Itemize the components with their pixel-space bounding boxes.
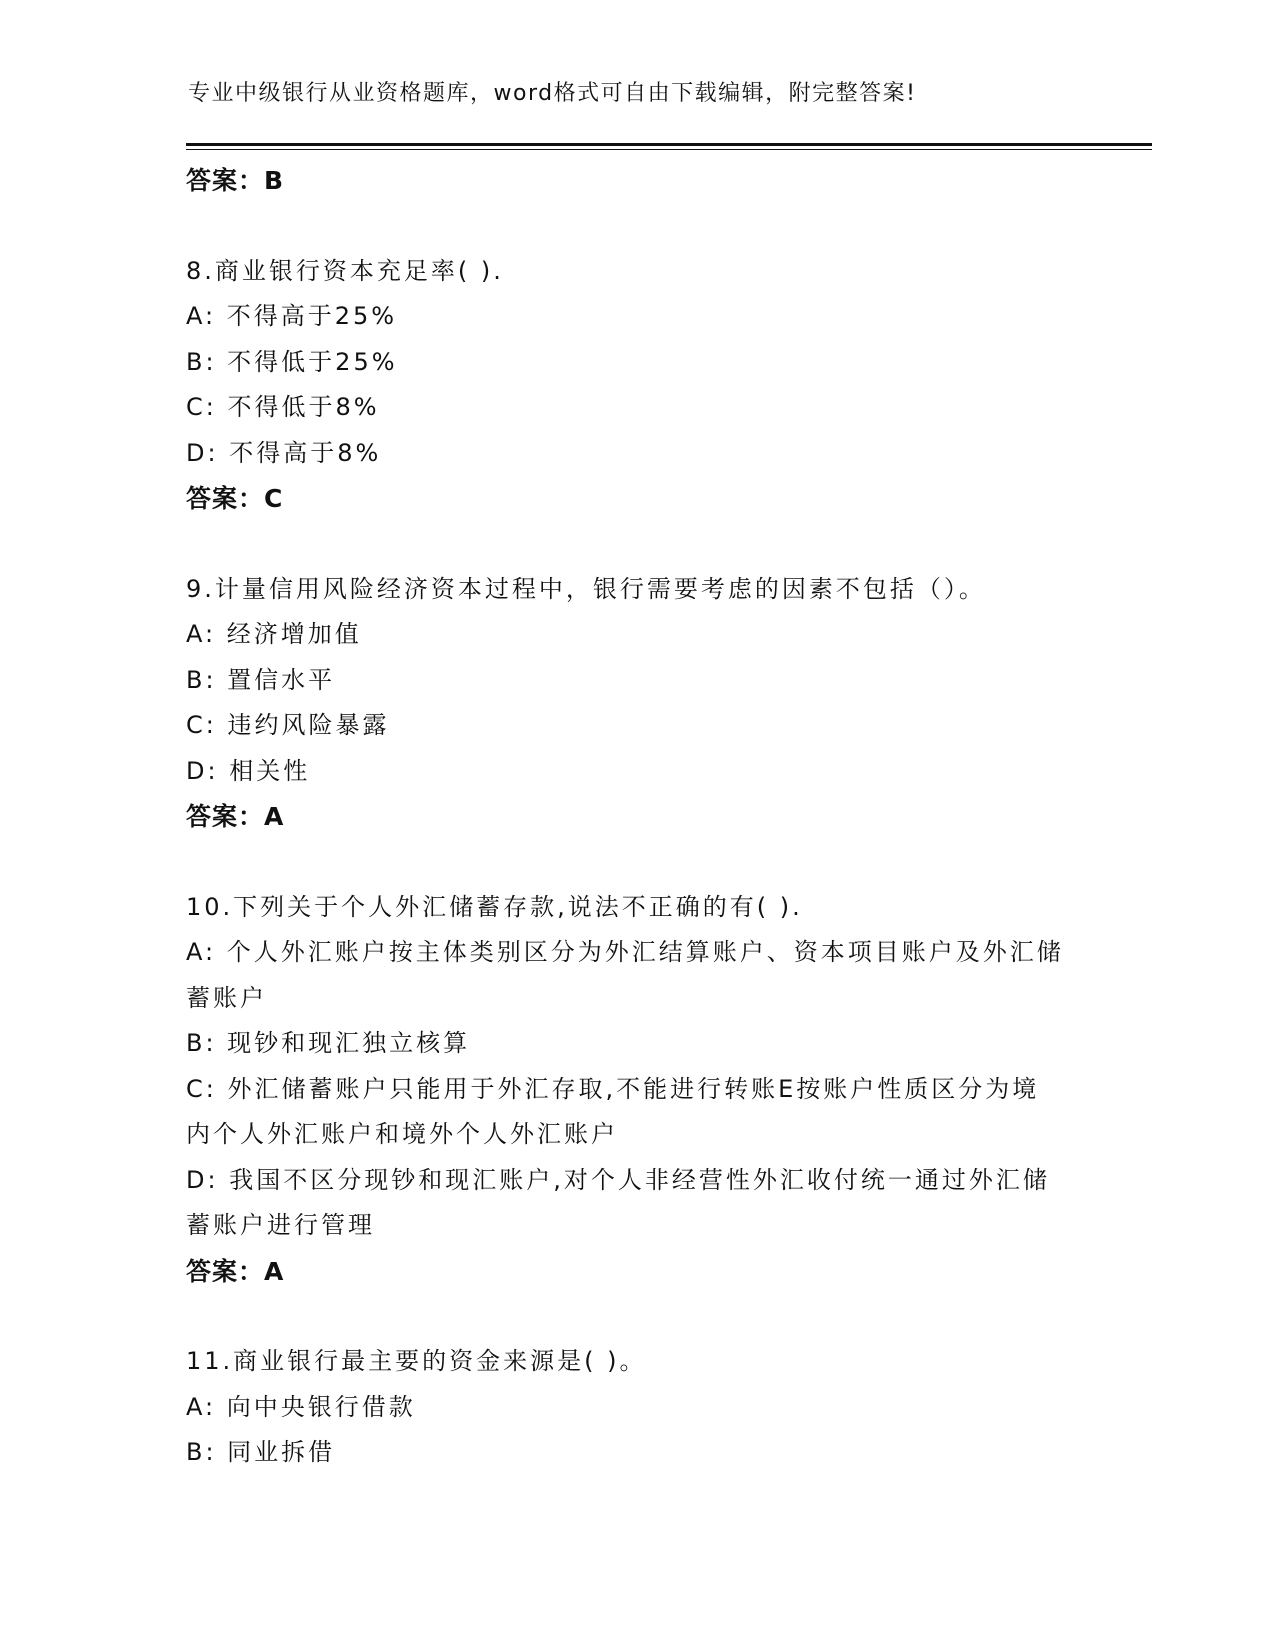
option-b: B: 同业拆借 (186, 1438, 336, 1466)
option-b: B: 不得低于25% (186, 347, 398, 376)
answer: 答案：A (186, 1256, 285, 1286)
page-header: 专业中级银行从业资格题库，word格式可自由下载编辑，附完整答案! (188, 81, 917, 106)
spacer (186, 840, 1086, 885)
answer: 答案：A (186, 802, 285, 831)
option-d: D: 相关性 (186, 756, 311, 785)
question-9 (186, 567, 1086, 840)
option-a: A: 不得高于25% (186, 302, 398, 330)
option-d: D: 不得高于8% (186, 438, 382, 467)
option-a: A: 经济增加值 (186, 620, 362, 648)
question-11 (186, 1339, 1086, 1476)
option-a: A: 个人外汇账户按主体类别区分为外汇结算账户、资本项目账户及外汇储蓄账户 (186, 938, 1064, 1012)
header-rule-thick (186, 143, 1152, 146)
question-stem: 11.商业银行最主要的资金来源是( )。 (186, 1347, 647, 1375)
option-b: B: 置信水平 (186, 665, 336, 694)
header-rule-thin (186, 149, 1152, 150)
question-10 (186, 885, 1086, 1295)
answer: 答案：C (186, 484, 284, 513)
question-stem: 9.计量信用风险经济资本过程中，银行需要考虑的因素不包括（）。 (186, 574, 986, 603)
spacer (186, 1294, 1086, 1339)
question-stem: 10.下列关于个人外汇储蓄存款,说法不正确的有( ). (186, 892, 803, 921)
option-c: C: 不得低于8% (186, 393, 380, 421)
spacer (186, 204, 1086, 249)
previous-answer: 答案：B (186, 166, 285, 195)
option-a: A: 向中央银行借款 (186, 1392, 416, 1421)
option-d: D: 我国不区分现钞和现汇账户,对个人非经营性外汇收付统一通过外汇储蓄账户进行管理 (186, 1165, 1050, 1239)
option-b: B: 现钞和现汇独立核算 (186, 1029, 471, 1057)
option-c: C: 外汇储蓄账户只能用于外汇存取,不能进行转账E按账户性质区分为境内个人外汇账户和境外个人外汇账户 (186, 1074, 1040, 1148)
question-content (186, 158, 1086, 1476)
option-c: C: 违约风险暴露 (186, 711, 390, 739)
question-stem: 8.商业银行资本充足率( ). (186, 256, 504, 285)
question-8 (186, 249, 1086, 522)
spacer (186, 522, 1086, 567)
